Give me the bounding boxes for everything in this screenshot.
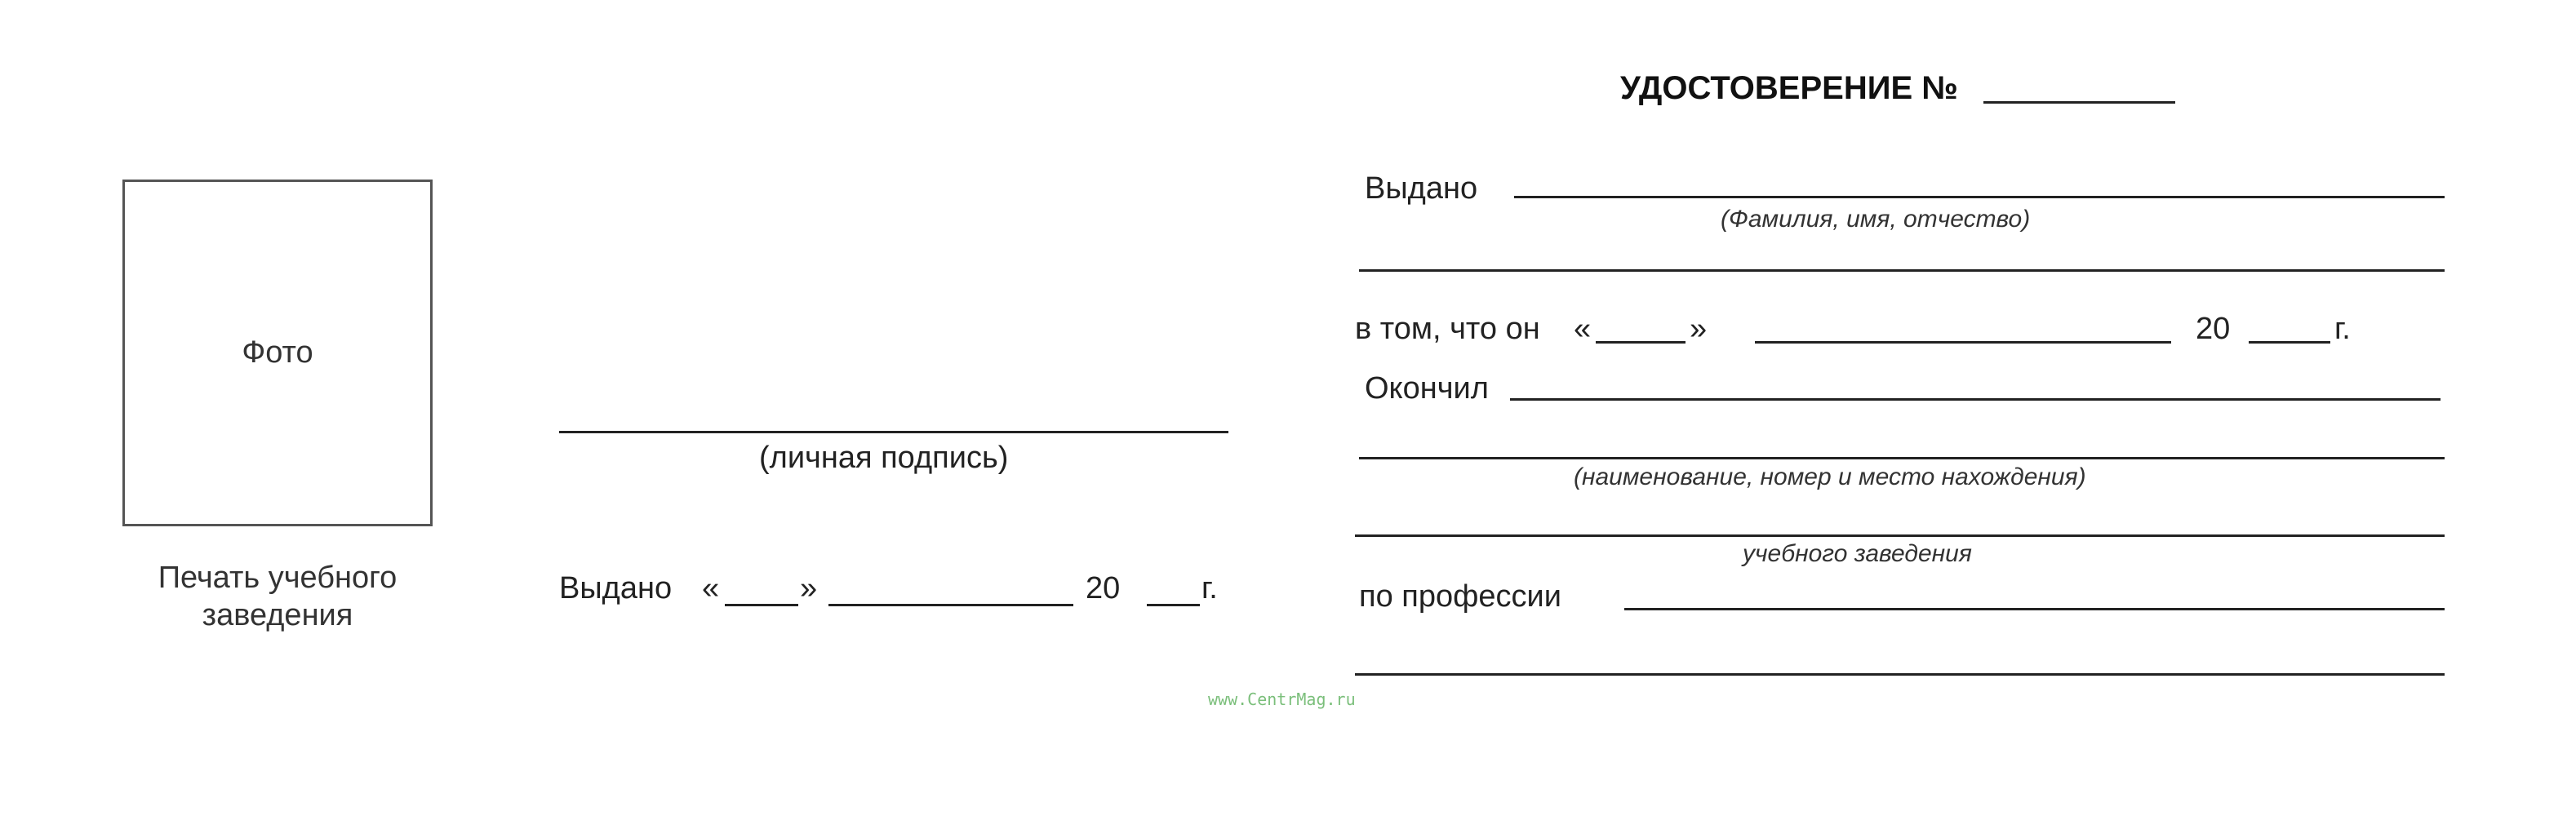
certificate-number-line[interactable]: [1983, 101, 2175, 104]
left-issued-label: Выдано: [559, 571, 673, 605]
that-year-prefix: 20: [2196, 312, 2231, 346]
photo-box: [122, 180, 433, 526]
name-line-2[interactable]: [1359, 269, 2445, 272]
institution-line-1[interactable]: [1359, 457, 2445, 459]
that-year-suffix: г.: [2334, 312, 2351, 346]
institution-caption-2: учебного заведения: [1743, 540, 1972, 567]
photo-label: Фото: [242, 335, 313, 370]
left-month-line[interactable]: [828, 604, 1073, 606]
name-line[interactable]: [1514, 196, 2445, 198]
left-year-line[interactable]: [1147, 604, 1200, 606]
profession-line[interactable]: [1624, 608, 2445, 610]
institution-caption-1: (наименование, номер и место нахождения): [1574, 463, 2086, 490]
left-year-prefix: 20: [1086, 571, 1121, 605]
name-caption: (Фамилия, имя, отчество): [1721, 206, 2031, 233]
watermark: www.CentrMag.ru: [1208, 690, 1356, 709]
that-year-line[interactable]: [2249, 341, 2330, 344]
left-day-line[interactable]: [725, 604, 798, 606]
left-close-quote: »: [800, 571, 818, 605]
that-label: в том, что он: [1355, 312, 1540, 346]
that-month-line[interactable]: [1755, 341, 2171, 344]
that-open-quote: «: [1574, 312, 1592, 346]
left-year-suffix: г.: [1201, 571, 1218, 605]
institution-line-2[interactable]: [1355, 534, 2445, 537]
signature-line[interactable]: [559, 431, 1228, 433]
stamp-label: Печать учебного заведения: [158, 561, 398, 632]
that-close-quote: »: [1690, 312, 1708, 346]
signature-caption: (личная подпись): [759, 441, 1009, 475]
certificate-title: УДОСТОВЕРЕНИЕ №: [1620, 70, 1958, 106]
profession-label: по профессии: [1359, 579, 1561, 614]
graduated-label: Окончил: [1365, 371, 1489, 406]
issued-label: Выдано: [1365, 171, 1478, 206]
graduated-line[interactable]: [1510, 398, 2441, 401]
that-day-line[interactable]: [1596, 341, 1686, 344]
profession-line-2[interactable]: [1355, 673, 2445, 676]
left-open-quote: «: [702, 571, 720, 605]
